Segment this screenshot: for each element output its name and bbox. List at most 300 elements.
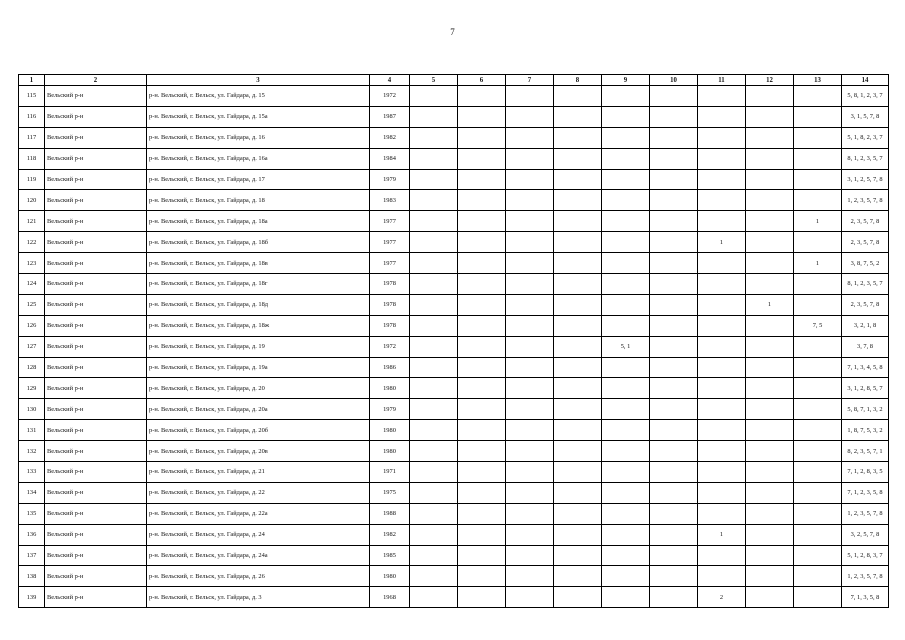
- column-header-1: 1: [19, 75, 45, 86]
- cell-col10: [650, 315, 698, 336]
- cell-col7: [506, 357, 554, 378]
- cell-col6: [458, 148, 506, 169]
- cell-col7: [506, 482, 554, 503]
- cell-col6: [458, 441, 506, 462]
- cell-col13: [794, 336, 842, 357]
- cell-col8: [554, 127, 602, 148]
- cell-col10: [650, 545, 698, 566]
- cell-col12: [746, 274, 794, 295]
- cell-col8: [554, 253, 602, 274]
- cell-col7: [506, 169, 554, 190]
- cell-col5: [410, 503, 458, 524]
- cell-col7: [506, 211, 554, 232]
- cell-col6: [458, 190, 506, 211]
- cell-district: Вельский р-н: [45, 86, 147, 107]
- column-header-3: 3: [147, 75, 370, 86]
- cell-year: 1980: [370, 420, 410, 441]
- cell-col11: 2: [698, 587, 746, 608]
- cell-col10: [650, 148, 698, 169]
- cell-col5: [410, 545, 458, 566]
- cell-col9: [602, 462, 650, 483]
- cell-address: р-н. Вельский, г. Вельск, ул. Гайдара, д. 18в: [147, 253, 370, 274]
- cell-col11: [698, 399, 746, 420]
- cell-col5: [410, 399, 458, 420]
- cell-address: р-н. Вельский, г. Вельск, ул. Гайдара, д. 18б: [147, 232, 370, 253]
- cell-year: 1978: [370, 274, 410, 295]
- cell-col9: [602, 482, 650, 503]
- cell-col6: [458, 274, 506, 295]
- cell-col12: [746, 148, 794, 169]
- cell-col5: [410, 127, 458, 148]
- cell-col7: [506, 545, 554, 566]
- cell-col6: [458, 169, 506, 190]
- cell-number: 127: [19, 336, 45, 357]
- cell-col12: [746, 357, 794, 378]
- cell-col5: [410, 482, 458, 503]
- cell-address: р-н. Вельский, г. Вельск, ул. Гайдара, д. 20в: [147, 441, 370, 462]
- cell-col6: [458, 357, 506, 378]
- cell-col10: [650, 232, 698, 253]
- table-row: [19, 211, 889, 232]
- cell-col11: [698, 169, 746, 190]
- cell-col10: [650, 336, 698, 357]
- cell-col10: [650, 482, 698, 503]
- cell-col13: [794, 587, 842, 608]
- column-header-5: 5: [410, 75, 458, 86]
- cell-number: 122: [19, 232, 45, 253]
- cell-district: Вельский р-н: [45, 545, 147, 566]
- cell-col11: 1: [698, 232, 746, 253]
- cell-col13: [794, 148, 842, 169]
- cell-col9: [602, 566, 650, 587]
- cell-year: 1980: [370, 441, 410, 462]
- cell-year: 1971: [370, 462, 410, 483]
- cell-year: 1977: [370, 253, 410, 274]
- cell-district: Вельский р-н: [45, 587, 147, 608]
- cell-col8: [554, 399, 602, 420]
- cell-year: 1977: [370, 211, 410, 232]
- cell-col9: 5, 1: [602, 336, 650, 357]
- cell-col7: [506, 587, 554, 608]
- cell-number: 137: [19, 545, 45, 566]
- cell-col13: [794, 232, 842, 253]
- column-header-8: 8: [554, 75, 602, 86]
- cell-codes: 3, 2, 1, 8: [842, 315, 889, 336]
- cell-col7: [506, 315, 554, 336]
- cell-col9: [602, 232, 650, 253]
- cell-year: 1980: [370, 378, 410, 399]
- cell-col13: 1: [794, 211, 842, 232]
- cell-col11: [698, 106, 746, 127]
- cell-col5: [410, 357, 458, 378]
- cell-codes: 1, 2, 3, 5, 7, 8: [842, 190, 889, 211]
- cell-codes: 1, 2, 3, 5, 7, 8: [842, 503, 889, 524]
- cell-col8: [554, 566, 602, 587]
- table-row: [19, 169, 889, 190]
- cell-col13: [794, 106, 842, 127]
- cell-col10: [650, 190, 698, 211]
- cell-col13: [794, 524, 842, 545]
- cell-number: 132: [19, 441, 45, 462]
- cell-district: Вельский р-н: [45, 566, 147, 587]
- cell-col11: [698, 294, 746, 315]
- cell-col9: [602, 399, 650, 420]
- cell-col6: [458, 378, 506, 399]
- cell-col5: [410, 148, 458, 169]
- cell-col9: [602, 253, 650, 274]
- cell-col7: [506, 232, 554, 253]
- cell-codes: 3, 1, 5, 7, 8: [842, 106, 889, 127]
- cell-col13: [794, 399, 842, 420]
- cell-col8: [554, 106, 602, 127]
- cell-codes: 3, 1, 2, 5, 7, 8: [842, 169, 889, 190]
- cell-district: Вельский р-н: [45, 253, 147, 274]
- table-row: [19, 232, 889, 253]
- cell-number: 126: [19, 315, 45, 336]
- cell-number: 139: [19, 587, 45, 608]
- cell-col9: [602, 127, 650, 148]
- cell-col5: [410, 524, 458, 545]
- cell-address: р-н. Вельский, г. Вельск, ул. Гайдара, д. 18: [147, 190, 370, 211]
- cell-col10: [650, 587, 698, 608]
- cell-district: Вельский р-н: [45, 524, 147, 545]
- table-row: [19, 315, 889, 336]
- cell-col11: [698, 482, 746, 503]
- table-row: [19, 106, 889, 127]
- cell-col9: [602, 587, 650, 608]
- cell-col11: [698, 274, 746, 295]
- cell-col10: [650, 106, 698, 127]
- cell-col9: [602, 420, 650, 441]
- cell-year: 1979: [370, 399, 410, 420]
- cell-col12: [746, 399, 794, 420]
- cell-address: р-н. Вельский, г. Вельск, ул. Гайдара, д. 22а: [147, 503, 370, 524]
- cell-col11: [698, 148, 746, 169]
- cell-col12: [746, 106, 794, 127]
- cell-col7: [506, 127, 554, 148]
- cell-district: Вельский р-н: [45, 462, 147, 483]
- cell-col8: [554, 503, 602, 524]
- cell-col13: [794, 441, 842, 462]
- cell-col7: [506, 399, 554, 420]
- cell-col5: [410, 232, 458, 253]
- cell-col8: [554, 211, 602, 232]
- cell-number: 124: [19, 274, 45, 295]
- cell-col12: [746, 482, 794, 503]
- cell-codes: 2, 3, 5, 7, 8: [842, 211, 889, 232]
- cell-col7: [506, 190, 554, 211]
- cell-col12: [746, 169, 794, 190]
- cell-col7: [506, 441, 554, 462]
- page-number: 7: [450, 27, 455, 37]
- cell-year: 1980: [370, 566, 410, 587]
- cell-col9: [602, 106, 650, 127]
- cell-number: 117: [19, 127, 45, 148]
- cell-col13: [794, 169, 842, 190]
- cell-number: 131: [19, 420, 45, 441]
- cell-district: Вельский р-н: [45, 441, 147, 462]
- cell-col9: [602, 274, 650, 295]
- cell-col11: [698, 462, 746, 483]
- cell-district: Вельский р-н: [45, 399, 147, 420]
- cell-col5: [410, 587, 458, 608]
- cell-col6: [458, 545, 506, 566]
- cell-col10: [650, 378, 698, 399]
- cell-year: 1984: [370, 148, 410, 169]
- cell-col7: [506, 86, 554, 107]
- cell-col7: [506, 378, 554, 399]
- cell-address: р-н. Вельский, г. Вельск, ул. Гайдара, д. 3: [147, 587, 370, 608]
- cell-col9: [602, 357, 650, 378]
- cell-year: 1982: [370, 127, 410, 148]
- cell-number: 121: [19, 211, 45, 232]
- cell-col12: [746, 127, 794, 148]
- cell-col12: [746, 524, 794, 545]
- cell-col7: [506, 148, 554, 169]
- cell-number: 125: [19, 294, 45, 315]
- cell-col12: [746, 211, 794, 232]
- cell-col7: [506, 274, 554, 295]
- cell-col10: [650, 211, 698, 232]
- cell-address: р-н. Вельский, г. Вельск, ул. Гайдара, д. 21: [147, 462, 370, 483]
- column-header-14: 14: [842, 75, 889, 86]
- cell-district: Вельский р-н: [45, 378, 147, 399]
- cell-address: р-н. Вельский, г. Вельск, ул. Гайдара, д. 16: [147, 127, 370, 148]
- cell-col9: [602, 148, 650, 169]
- table-row: [19, 357, 889, 378]
- column-header-11: 11: [698, 75, 746, 86]
- cell-year: 1972: [370, 86, 410, 107]
- column-header-7: 7: [506, 75, 554, 86]
- table-row: [19, 420, 889, 441]
- cell-number: 138: [19, 566, 45, 587]
- cell-col13: [794, 274, 842, 295]
- cell-col9: [602, 294, 650, 315]
- cell-number: 129: [19, 378, 45, 399]
- cell-district: Вельский р-н: [45, 232, 147, 253]
- cell-col11: [698, 566, 746, 587]
- cell-col12: [746, 190, 794, 211]
- cell-address: р-н. Вельский, г. Вельск, ул. Гайдара, д. 18ж: [147, 315, 370, 336]
- table-row: [19, 253, 889, 274]
- cell-col5: [410, 86, 458, 107]
- cell-col5: [410, 106, 458, 127]
- cell-col11: [698, 441, 746, 462]
- cell-col7: [506, 420, 554, 441]
- cell-col9: [602, 190, 650, 211]
- cell-col6: [458, 399, 506, 420]
- table-row: [19, 336, 889, 357]
- cell-col6: [458, 232, 506, 253]
- cell-col6: [458, 482, 506, 503]
- cell-col9: [602, 169, 650, 190]
- cell-col6: [458, 336, 506, 357]
- cell-col13: [794, 190, 842, 211]
- cell-number: 123: [19, 253, 45, 274]
- table-header: [19, 75, 889, 86]
- cell-district: Вельский р-н: [45, 106, 147, 127]
- cell-col12: [746, 86, 794, 107]
- cell-col10: [650, 462, 698, 483]
- cell-col12: [746, 545, 794, 566]
- table-row: [19, 127, 889, 148]
- cell-col7: [506, 106, 554, 127]
- cell-col12: [746, 378, 794, 399]
- cell-col11: [698, 378, 746, 399]
- cell-codes: 8, 1, 2, 3, 5, 7: [842, 148, 889, 169]
- cell-col5: [410, 315, 458, 336]
- cell-col8: [554, 545, 602, 566]
- cell-col13: [794, 294, 842, 315]
- table-row: [19, 462, 889, 483]
- cell-col10: [650, 127, 698, 148]
- column-header-13: 13: [794, 75, 842, 86]
- cell-col7: [506, 462, 554, 483]
- table-row: [19, 545, 889, 566]
- cell-codes: 5, 8, 1, 2, 3, 7: [842, 86, 889, 107]
- cell-col8: [554, 378, 602, 399]
- cell-district: Вельский р-н: [45, 190, 147, 211]
- cell-col5: [410, 441, 458, 462]
- cell-col10: [650, 441, 698, 462]
- cell-codes: 7, 1, 2, 8, 3, 5: [842, 462, 889, 483]
- cell-col7: [506, 253, 554, 274]
- cell-year: 1982: [370, 524, 410, 545]
- cell-year: 1977: [370, 232, 410, 253]
- column-header-6: 6: [458, 75, 506, 86]
- cell-codes: 5, 1, 8, 2, 3, 7: [842, 127, 889, 148]
- column-header-2: 2: [45, 75, 147, 86]
- table-row: [19, 148, 889, 169]
- cell-number: 133: [19, 462, 45, 483]
- cell-col11: [698, 357, 746, 378]
- cell-address: р-н. Вельский, г. Вельск, ул. Гайдара, д. 19: [147, 336, 370, 357]
- cell-col9: [602, 211, 650, 232]
- cell-col7: [506, 524, 554, 545]
- cell-number: 120: [19, 190, 45, 211]
- cell-col12: 1: [746, 294, 794, 315]
- cell-col11: [698, 315, 746, 336]
- cell-address: р-н. Вельский, г. Вельск, ул. Гайдара, д. 17: [147, 169, 370, 190]
- cell-address: р-н. Вельский, г. Вельск, ул. Гайдара, д. 24а: [147, 545, 370, 566]
- cell-col8: [554, 315, 602, 336]
- table-row: [19, 441, 889, 462]
- cell-col10: [650, 420, 698, 441]
- cell-address: р-н. Вельский, г. Вельск, ул. Гайдара, д. 19а: [147, 357, 370, 378]
- cell-col10: [650, 524, 698, 545]
- cell-year: 1978: [370, 294, 410, 315]
- cell-col6: [458, 503, 506, 524]
- cell-district: Вельский р-н: [45, 482, 147, 503]
- cell-codes: 8, 2, 3, 5, 7, 1: [842, 441, 889, 462]
- cell-col10: [650, 274, 698, 295]
- cell-year: 1986: [370, 357, 410, 378]
- cell-col5: [410, 378, 458, 399]
- cell-codes: 8, 1, 2, 3, 5, 7: [842, 274, 889, 295]
- cell-address: р-н. Вельский, г. Вельск, ул. Гайдара, д. 15а: [147, 106, 370, 127]
- cell-col10: [650, 399, 698, 420]
- table-row: [19, 274, 889, 295]
- cell-district: Вельский р-н: [45, 211, 147, 232]
- column-header-4: 4: [370, 75, 410, 86]
- cell-number: 119: [19, 169, 45, 190]
- cell-district: Вельский р-н: [45, 503, 147, 524]
- cell-address: р-н. Вельский, г. Вельск, ул. Гайдара, д. 24: [147, 524, 370, 545]
- header-row: [19, 75, 889, 86]
- cell-col6: [458, 587, 506, 608]
- table-body: [19, 86, 889, 608]
- cell-col8: [554, 462, 602, 483]
- cell-col7: [506, 503, 554, 524]
- table-row: [19, 294, 889, 315]
- cell-col5: [410, 253, 458, 274]
- cell-number: 116: [19, 106, 45, 127]
- cell-col9: [602, 441, 650, 462]
- cell-col6: [458, 106, 506, 127]
- cell-number: 135: [19, 503, 45, 524]
- cell-col8: [554, 294, 602, 315]
- cell-col5: [410, 169, 458, 190]
- cell-col9: [602, 86, 650, 107]
- cell-col9: [602, 378, 650, 399]
- cell-col8: [554, 420, 602, 441]
- cell-col10: [650, 169, 698, 190]
- cell-col13: [794, 127, 842, 148]
- column-header-10: 10: [650, 75, 698, 86]
- cell-col13: [794, 86, 842, 107]
- cell-col6: [458, 294, 506, 315]
- cell-col12: [746, 503, 794, 524]
- cell-col8: [554, 587, 602, 608]
- cell-col8: [554, 336, 602, 357]
- cell-number: 130: [19, 399, 45, 420]
- cell-codes: 7, 1, 2, 3, 5, 8: [842, 482, 889, 503]
- cell-col9: [602, 315, 650, 336]
- cell-col12: [746, 587, 794, 608]
- cell-col5: [410, 294, 458, 315]
- cell-codes: 2, 3, 5, 7, 8: [842, 232, 889, 253]
- table-row: [19, 399, 889, 420]
- cell-col9: [602, 545, 650, 566]
- cell-codes: 3, 1, 2, 8, 5, 7: [842, 378, 889, 399]
- cell-codes: 2, 3, 5, 7, 8: [842, 294, 889, 315]
- cell-col12: [746, 441, 794, 462]
- cell-col11: [698, 420, 746, 441]
- cell-col8: [554, 482, 602, 503]
- cell-year: 1972: [370, 336, 410, 357]
- cell-district: Вельский р-н: [45, 294, 147, 315]
- cell-col10: [650, 253, 698, 274]
- cell-col11: [698, 190, 746, 211]
- cell-col6: [458, 253, 506, 274]
- cell-col9: [602, 524, 650, 545]
- cell-col13: [794, 545, 842, 566]
- cell-col8: [554, 232, 602, 253]
- cell-col8: [554, 169, 602, 190]
- cell-col6: [458, 127, 506, 148]
- cell-col5: [410, 420, 458, 441]
- cell-col7: [506, 294, 554, 315]
- cell-col12: [746, 420, 794, 441]
- cell-col12: [746, 253, 794, 274]
- cell-col10: [650, 86, 698, 107]
- cell-year: 1987: [370, 106, 410, 127]
- cell-year: 1979: [370, 169, 410, 190]
- cell-col11: [698, 503, 746, 524]
- cell-address: р-н. Вельский, г. Вельск, ул. Гайдара, д. 18а: [147, 211, 370, 232]
- cell-address: р-н. Вельский, г. Вельск, ул. Гайдара, д. 20б: [147, 420, 370, 441]
- cell-col9: [602, 503, 650, 524]
